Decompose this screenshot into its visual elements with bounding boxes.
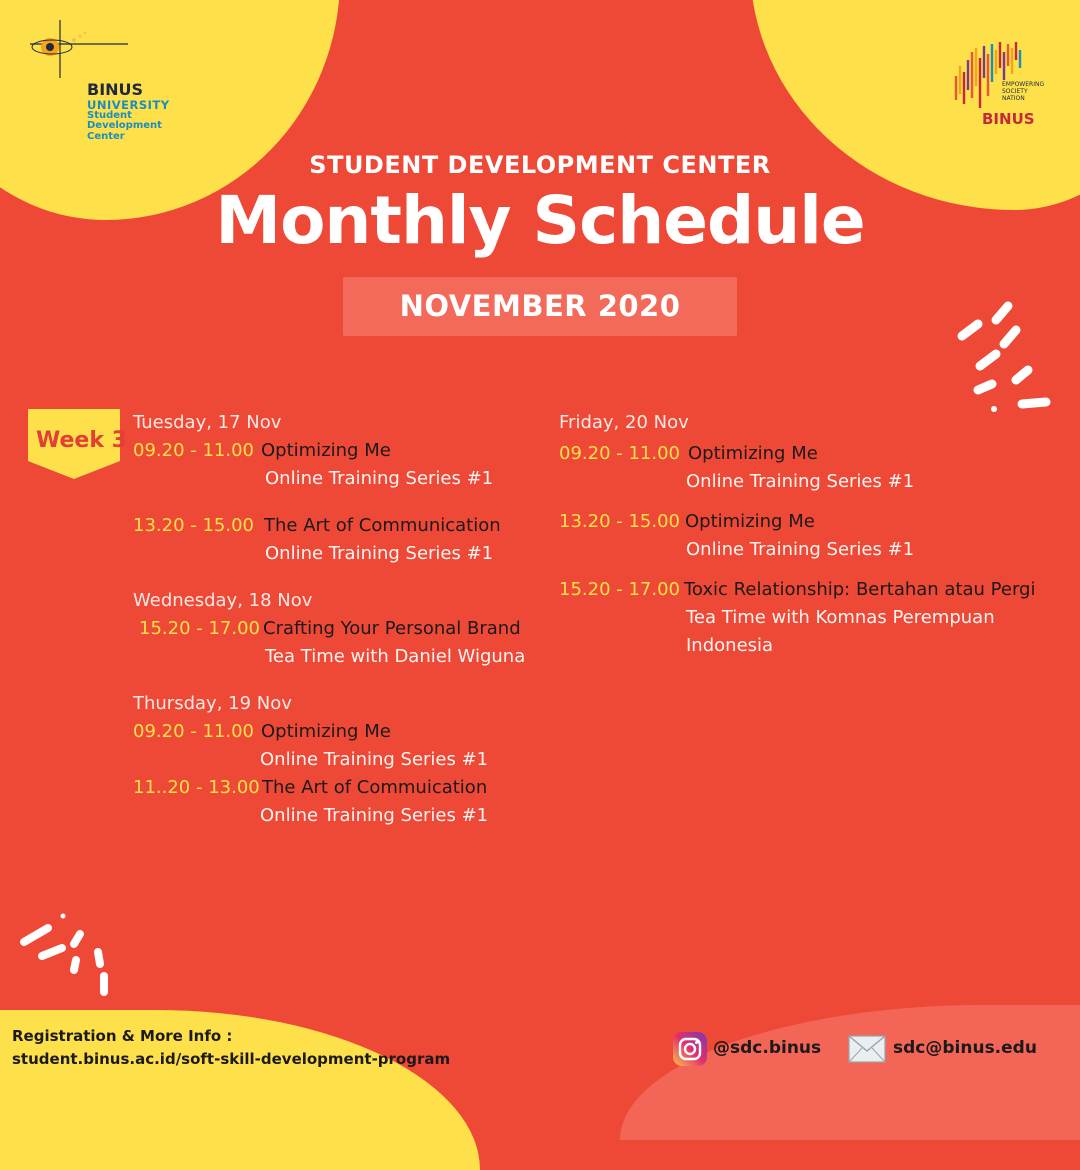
event-subtitle: Online Training Series #1: [260, 805, 489, 826]
event-row: [133, 718, 553, 746]
anniversary-tagline-3: NATION: [1002, 95, 1025, 102]
logo-binus-text: BINUS: [87, 80, 144, 99]
anniversary-tagline-1: EMPOWERING: [1002, 81, 1045, 88]
day-heading: Tuesday, 17 Nov: [133, 412, 282, 433]
event-sub-row: [559, 604, 1059, 632]
event-row: [133, 437, 553, 465]
event-time: 09.20 - 11.00: [559, 443, 680, 464]
day-heading: Wednesday, 18 Nov: [133, 590, 313, 611]
logo-university-text: UNIVERSITY: [87, 97, 170, 112]
event-time: 15.20 - 17.00: [139, 618, 260, 639]
event-sub-row: [559, 536, 1059, 564]
day-heading: Thursday, 19 Nov: [133, 693, 292, 714]
page-subtitle: STUDENT DEVELOPMENT CENTER: [309, 151, 771, 179]
event-title: Toxic Relationship: Bertahan atau Pergi: [684, 579, 1036, 600]
event-subtitle: Online Training Series #1: [686, 471, 915, 492]
event-row: [559, 440, 1059, 468]
decor-dashes-left-icon: [18, 912, 128, 1007]
event-time: 09.20 - 11.00: [133, 440, 254, 461]
event-subtitle: Online Training Series #1: [260, 749, 489, 770]
event-row: [133, 615, 553, 643]
email-address[interactable]: sdc@binus.edu: [893, 1038, 1037, 1058]
event-subtitle: Online Training Series #1: [265, 468, 494, 489]
instagram-icon[interactable]: [673, 1032, 707, 1066]
event-time: 13.20 - 15.00: [133, 515, 254, 536]
event-title: Optimizing Me: [688, 443, 818, 464]
event-time: 11..20 - 13.00: [133, 777, 260, 798]
event-title: Crafting Your Personal Brand: [263, 618, 521, 639]
event-subtitle: Online Training Series #1: [265, 543, 494, 564]
event-title: Optimizing Me: [685, 511, 815, 532]
week-label: Week 3: [36, 428, 127, 453]
logo-sdc-line1: Student: [87, 109, 132, 121]
month-banner: NOVEMBER 2020: [343, 277, 737, 336]
event-title: The Art of Commuication: [262, 777, 488, 798]
event-title: The Art of Communication: [264, 515, 501, 536]
decor-blob-bottom-right: [620, 1005, 1080, 1140]
anniversary-brand-text: BINUS: [982, 110, 1035, 128]
event-time: 13.20 - 15.00: [559, 511, 680, 532]
event-sub-row: [133, 746, 553, 774]
schedule-column-right: [559, 409, 1059, 660]
instagram-handle[interactable]: @sdc.binus: [713, 1038, 822, 1058]
event-sub-row: [133, 643, 553, 671]
event-subtitle: Online Training Series #1: [686, 539, 915, 560]
event-row: [559, 576, 1059, 604]
logo-sdc-line2: Development Center: [87, 120, 162, 142]
event-sub-row: [133, 540, 553, 568]
event-title: Optimizing Me: [261, 721, 391, 742]
event-row: [133, 774, 553, 802]
schedule-column-left: [133, 409, 553, 830]
event-sub-row: [559, 632, 1059, 660]
event-row: [133, 512, 553, 540]
registration-link[interactable]: student.binus.ac.id/soft-skill-development-program: [12, 1050, 451, 1068]
binus-logo-icon: [30, 20, 140, 80]
day-heading: Friday, 20 Nov: [559, 412, 689, 433]
event-subtitle: Tea Time with Komnas Perempuan: [686, 607, 995, 628]
registration-label: Registration & More Info :: [12, 1027, 233, 1045]
event-subtitle-continued: Indonesia: [686, 635, 774, 656]
event-time: 09.20 - 11.00: [133, 721, 254, 742]
event-row: [559, 508, 1059, 536]
binus-anniversary-logo: [952, 38, 1052, 128]
anniversary-tagline-2: SOCIETY: [1002, 88, 1028, 95]
event-sub-row: [559, 468, 1059, 496]
decor-dashes-right-icon: [950, 296, 1060, 421]
registration-info: [12, 1025, 450, 1071]
mail-icon[interactable]: [848, 1035, 886, 1063]
event-subtitle: Tea Time with Daniel Wiguna: [265, 646, 526, 667]
event-time: 15.20 - 17.00: [559, 579, 680, 600]
event-sub-row: [133, 465, 553, 493]
binus-sdc-logo: [30, 20, 180, 142]
event-title: Optimizing Me: [261, 440, 391, 461]
event-sub-row: [133, 802, 553, 830]
page-title: Monthly Schedule: [215, 182, 865, 259]
